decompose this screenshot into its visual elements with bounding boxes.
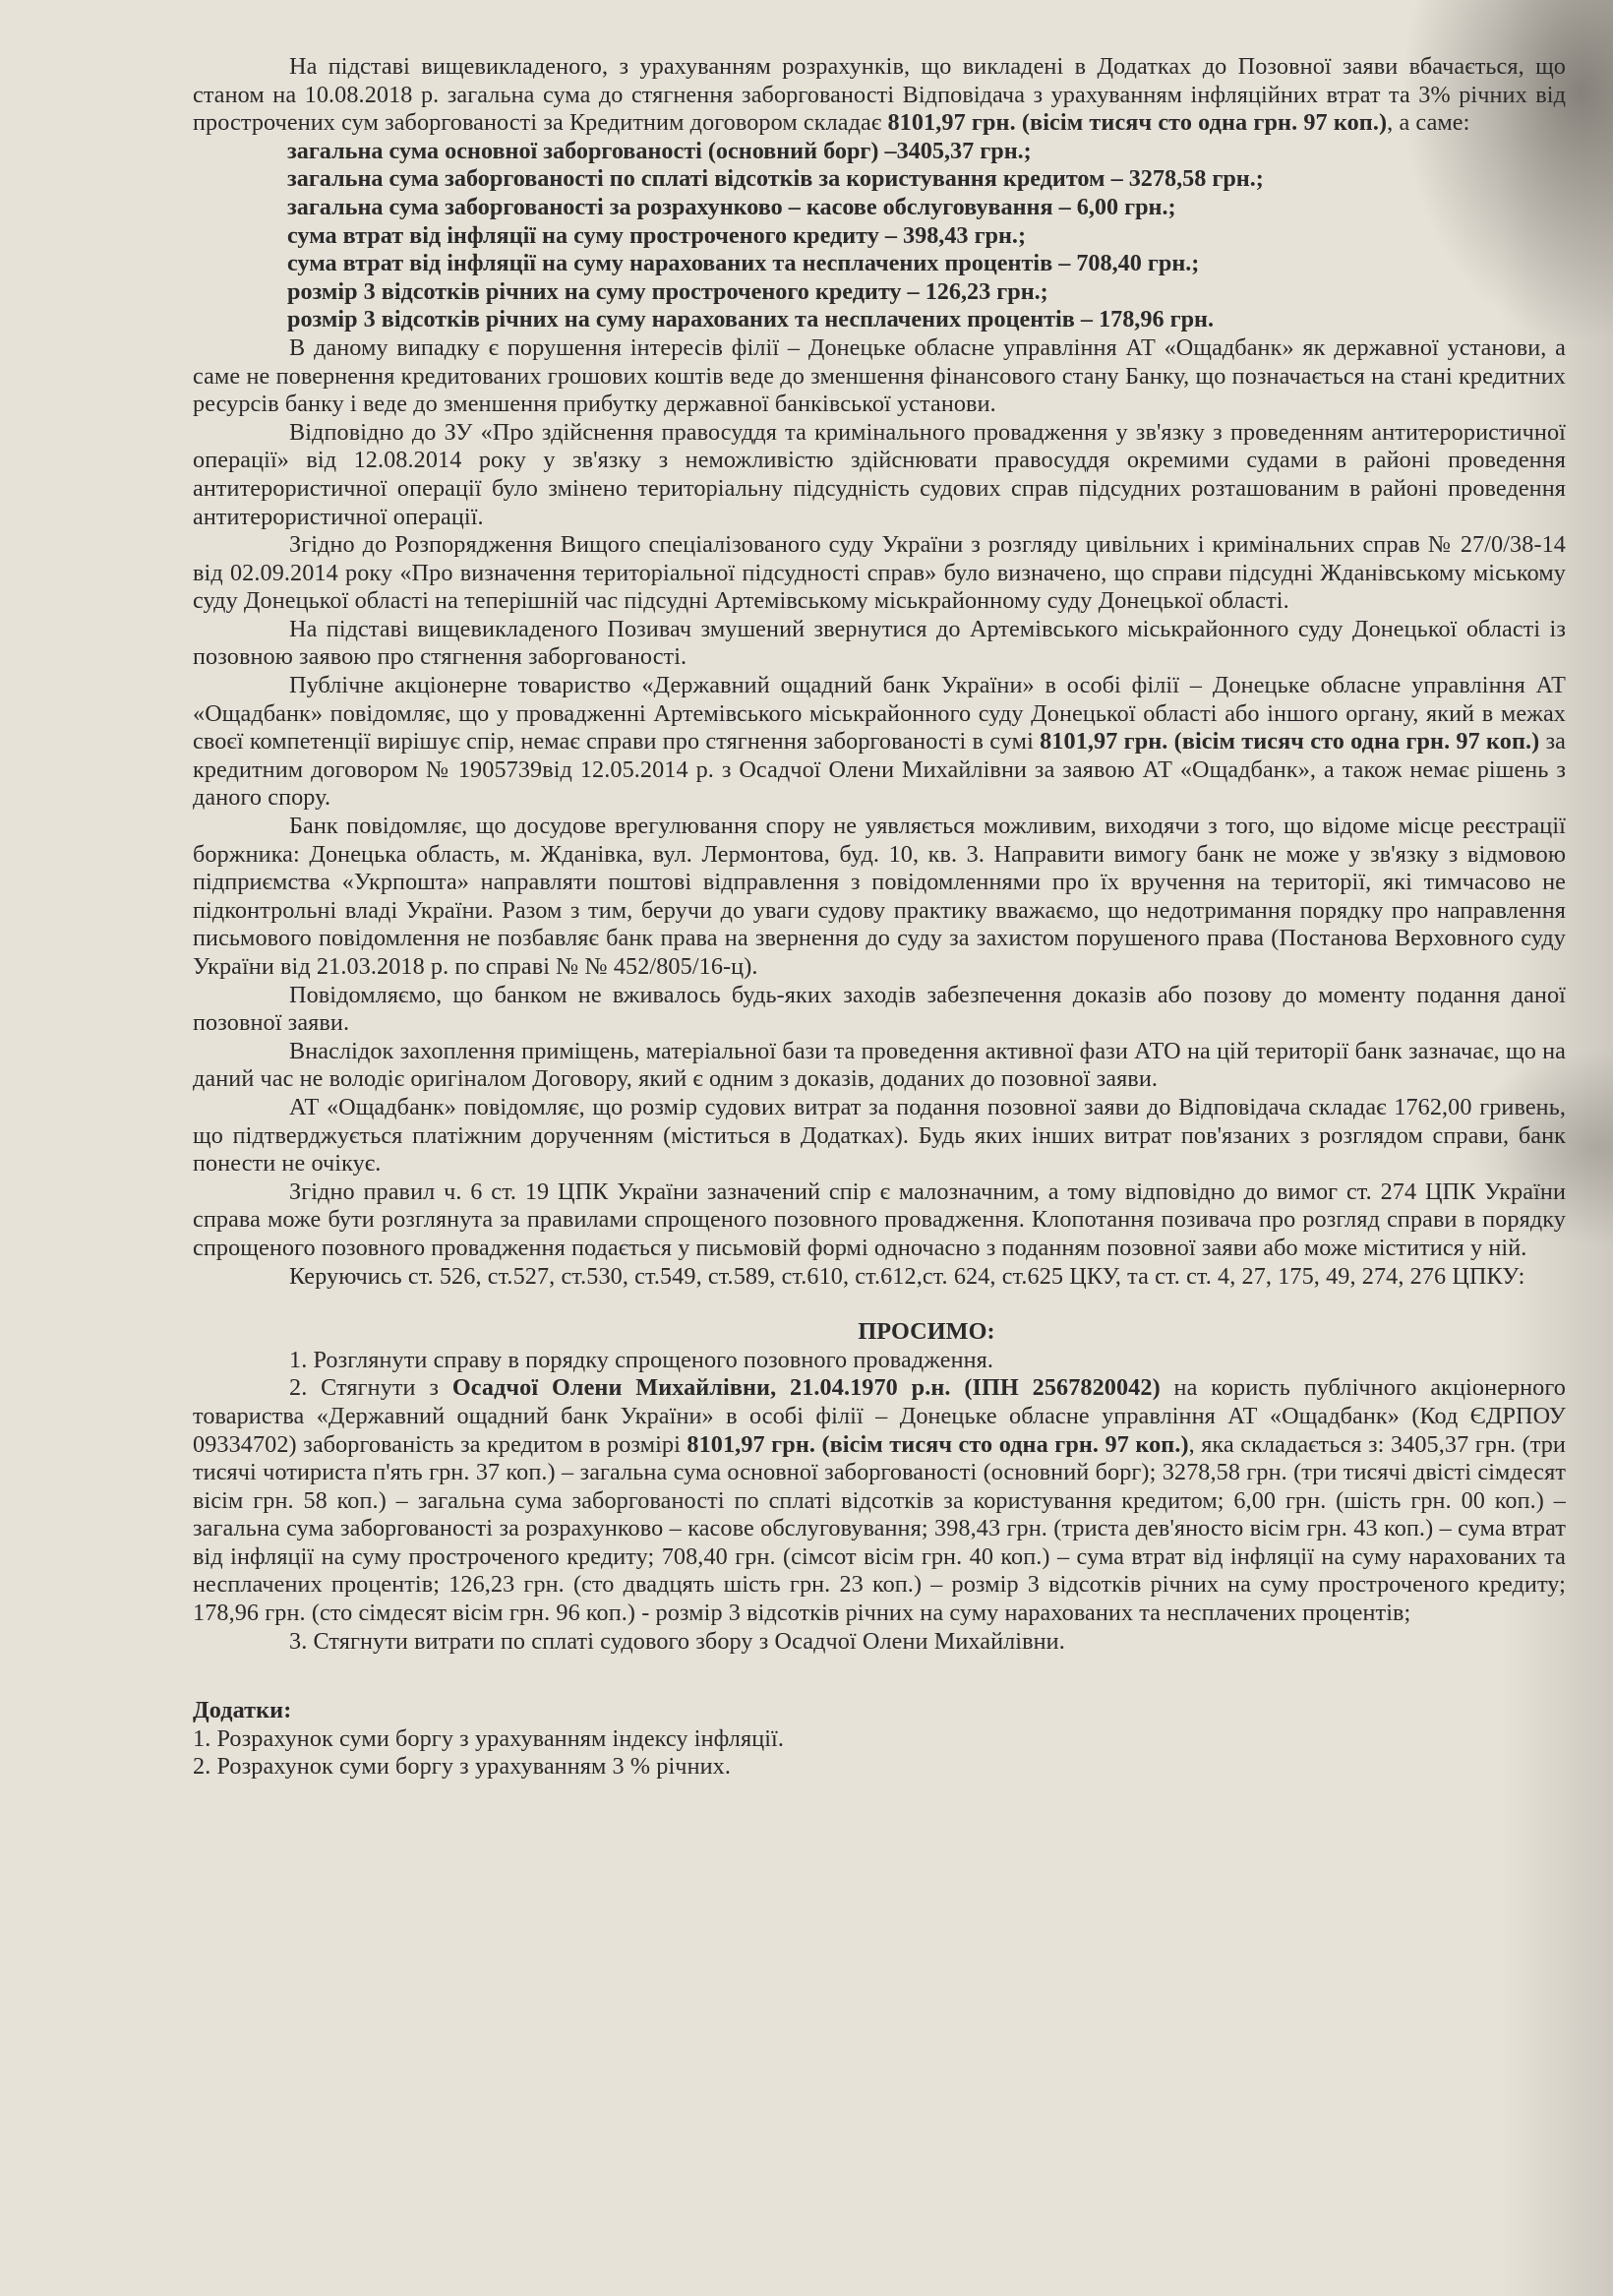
debt-item: загальна сума заборгованості за розрахунково – касове обслуговування – 6,00 грн.; — [287, 193, 1176, 220]
attachment-item: 1. Розрахунок суми боргу з урахуванням індексу інфляції. — [193, 1724, 785, 1752]
paragraph-pretrial: Банк повідомляє, що досудове врегулювання спору не уявляється можливим, виходячи з того, що відоме місце реєстрації боржника: Донецька область, м. Жданівка, вул. Лермонтова, буд. 10, кв. 3. Направити вимогу банк не може у зв'язку з відмовою підприємства «Укрпошта» направляти поштові відправлення з повідомленнями про їх вручення на території, які тимчасово не підконтрольні владі України. Разом з тим, беручи до уваги судову практику вважаємо, що недотримання порядку про направлення письмового повідомлення не позбавляє банк права на звернення до суду за захистом порушеного права (Постанова Верховного суду України від 21.03.2018 р. по справі № № 452/805/16-ц). — [193, 813, 1566, 980]
paragraph-ato: Внаслідок захоплення приміщень, матеріальної бази та проведення активної фази АТО на цій території банк зазначає, що на даний час не володіє оригіналом Договору, який є одним з доказів, доданих до позовної заяви. — [193, 1037, 1566, 1093]
request-item-3: 3. Стягнути витрати по сплаті судового збору з Осадчої Олени Михайлівни. — [289, 1627, 1065, 1655]
summary-paragraph — [193, 53, 1566, 138]
paragraph-legal-basis: Керуючись ст. 526, ст.527, ст.530, ст.549, ст.589, ст.610, ст.612,ст. 624, ст.625 ЦКУ, та ст. ст. 4, 27, 175, 49, 274, 276 ЦПКУ: — [289, 1262, 1525, 1290]
debt-item: загальна сума основної заборгованості (основний борг) –3405,37 грн.; — [287, 137, 1032, 164]
paragraph-interests: В даному випадку є порушення інтересів філії – Донецьке обласне управління АТ «Ощадбанк» як державної установи, а саме не повернення кредитованих грошових коштів веде до зменшення фінансового стану Банку, що позначається на стані кредитних ресурсів банку і веде до зменшення прибутку державної банківської установи. — [193, 333, 1566, 418]
request-item-2 — [193, 1374, 1566, 1627]
paragraph-no-other-case-b: за кредитним договором № 1905739від 12.05.2014 р. з Осадчої Олени Михайлівни за заявою АТ «Ощадбанк», а також немає рішень з даного спору. — [193, 728, 1566, 812]
paragraph-no-other-case-a: Публічне акціонерне товариство «Державний ощадний банк України» в особі філії – Донецьке обласне управління АТ «Ощадбанк» повідомляє, що у провадженні Артемівського міськрайонного суду Донецької області або іншого органу, який в межах своєї компетенції вирішує спір, немає справи про стягнення заборгованості в сумі — [193, 672, 1566, 755]
request-item-2-c: , яка складається з: 3405,37 грн. (три тисячі чотириста п'ять грн. 37 коп.) – загальна сума основної заборгованості (основний борг); 3278,58 грн. (три тисячі двісті сімдесят вісім грн. 58 коп.) – загальна сума заборгованості по сплаті відсотків за користування кредитом; 6,00 грн. (шість грн. 00 коп.) – загальна сума заборгованості за розрахунково – касове обслуговування; 398,43 грн. (триста дев'яносто вісім грн. 43 коп.) – сума втрат від інфляції на суму простроченого кредиту; 708,40 грн. (сімсот вісім грн. 40 коп.) – сума втрат від інфляції на суму нарахованих та несплачених процентів; 126,23 грн. (сто двадцять шість грн. 23 коп.) – розмір 3 відсотків річних на суму простроченого кредиту; 178,96 грн. (сто сімдесят вісім грн. 96 коп.) - розмір 3 відсотків річних на суму нарахованих та несплачених процентів; — [193, 1430, 1566, 1627]
defendant-name: Осадчої Олени Михайлівни, 21.04.1970 р.н. (ІПН 2567820042) — [451, 1374, 1161, 1402]
request-item-2-b: на користь публічного акціонерного товариства «Державний ощадний банк України» в особі філії – Донецьке обласне управління АТ «Ощадбанк» (Код ЄДРПОУ 09334702) заборгованість за кредитом в розмірі — [193, 1374, 1566, 1458]
attachments-title: Додатки: — [193, 1697, 292, 1724]
debt-item: загальна сума заборгованості по сплаті відсотків за користування кредитом – 3278,58 грн.; — [287, 165, 1264, 193]
summary-tail: , а саме: — [1387, 109, 1470, 137]
paragraph-security: Повідомляємо, що банком не вживалось будь-яких заходів забезпечення доказів або позову до моменту подання даної позовної заяви. — [193, 981, 1566, 1037]
debt-item: сума втрат від інфляції на суму нарахованих та несплачених процентів – 708,40 грн.; — [287, 250, 1200, 277]
paragraph-claim: На підставі вищевикладеного Позивач змушений звернутися до Артемівського міськрайонного суду Донецької області із позовною заявою про стягнення заборгованості. — [193, 615, 1566, 671]
paragraph-costs: АТ «Ощадбанк» повідомляє, що розмір судових витрат за подання позовної заяви до Відповідача складає 1762,00 гривень, що підтверджується платіжним дорученням (міститься в Додатках). Будь яких інших витрат пов'язаних з розглядом справи, банк понести не очікує. — [193, 1093, 1566, 1178]
request-item-2-amount: 8101,97 грн. (вісім тисяч сто одна грн. 97 коп.) — [687, 1430, 1189, 1458]
debt-item: розмір 3 відсотків річних на суму нарахованих та несплачених процентів – 178,96 грн. — [287, 306, 1215, 333]
debt-item: сума втрат від інфляції на суму простроченого кредиту – 398,43 грн.; — [287, 221, 1027, 249]
debt-breakdown-list — [193, 138, 1566, 334]
paragraph-no-other-case-amount: 8101,97 грн. (вісім тисяч сто одна грн. 97 коп.) — [1040, 728, 1540, 755]
attachment-item: 2. Розрахунок суми боргу з урахуванням 3 % річних. — [193, 1753, 731, 1781]
request-item-2-a: 2. Стягнути з — [289, 1374, 452, 1402]
paragraph-jurisdiction: Згідно до Розпорядження Вищого спеціалізованого суду України з розгляду цивільних і кримінальних справ № 27/0/38-14 від 02.09.2014 року «Про визначення територіальної підсудності справ» було визначено, що справи підсудні Жданівському міському суду Донецької області на теперішній час підсудні Артемівському міськрайонному суду Донецької області. — [193, 531, 1566, 615]
summary-text: На підставі вищевикладеного, з урахуванням розрахунків, що викладені в Додатках до Позовної заяви вбачається, що станом на 10.08.2018 р. загальна сума до стягнення заборгованості Відповідача з урахуванням інфляційних втрат та 3% річних від прострочених сум заборгованості за Кредитним договором складає — [193, 53, 1566, 137]
debt-item: розмір 3 відсотків річних на суму простроченого кредиту – 126,23 грн.; — [287, 277, 1048, 305]
paragraph-no-other-case — [193, 672, 1566, 813]
request-item-1: 1. Розглянути справу в порядку спрощеного позовного провадження. — [289, 1346, 994, 1373]
paragraph-simplified: Згідно правил ч. 6 ст. 19 ЦПК України зазначений спір є малозначним, а тому відповідно до вимог ст. 274 ЦПК України справа може бути розглянута за правилами спрощеного позовного провадження. Клопотання позивача про розгляд справи в порядку спрощеного позовного провадження подається у письмовій формі одночасно з поданням позовної заяви або може міститися у ній. — [193, 1178, 1566, 1261]
summary-total: 8101,97 грн. — [887, 109, 1016, 137]
request-heading: ПРОСИМО: — [858, 1318, 995, 1346]
summary-total-words: (вісім тисяч сто одна грн. 97 коп.) — [1021, 109, 1388, 137]
paragraph-law: Відповідно до ЗУ «Про здійснення правосуддя та кримінального провадження у зв'язку з проведенням антитерористичної операції» від 12.08.2014 року у зв'язку з неможливістю здійснювати правосуддя окремими судами в районі проведення антитерористичної операції було змінено територіальну підсудність судових справ підсудних розташованим в районі проведення антитерористичної операції. — [193, 418, 1566, 530]
